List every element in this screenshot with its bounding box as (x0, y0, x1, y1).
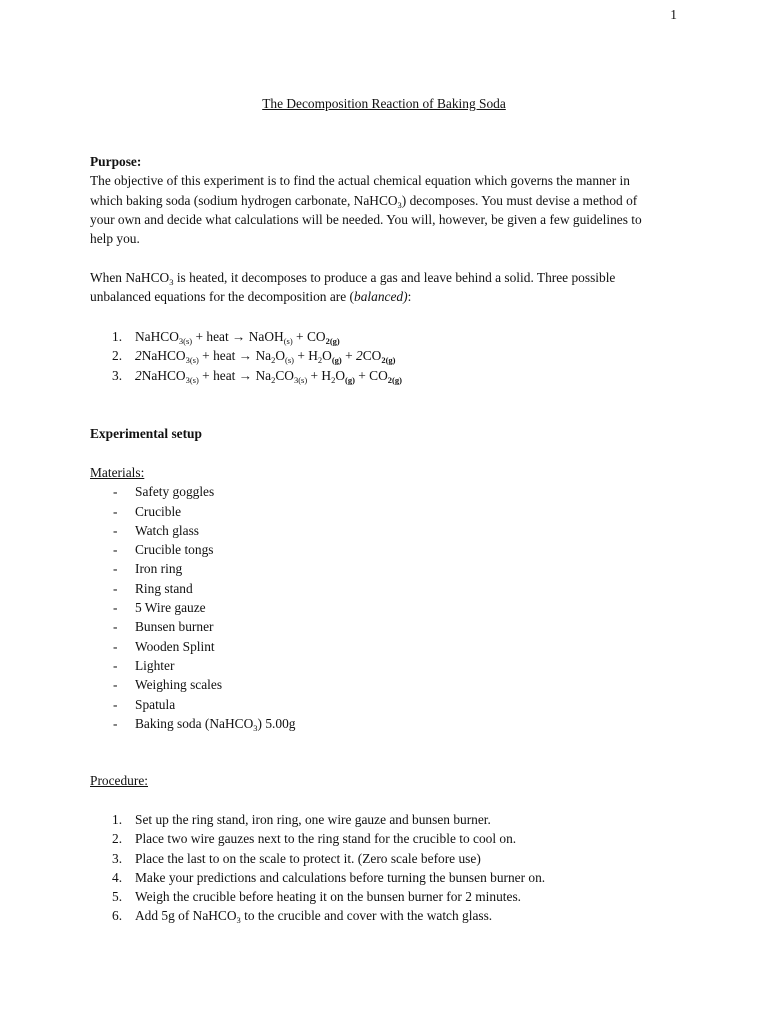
document-title: The Decomposition Reaction of Baking Soda (262, 96, 506, 111)
procedure-heading: Procedure: (90, 773, 149, 788)
procedure-step: 1. Set up the ring stand, iron ring, one wire gauze and bunsen burner. (112, 812, 491, 827)
intro-line-2: unbalanced equations for the decomposition are (balanced): (90, 289, 412, 305)
intro-paragraph (90, 268, 670, 307)
material-item: - Watch glass (113, 522, 199, 538)
purpose-line-2: which baking soda (sodium hydrogen carbonate, NaHCO$_3$) decomposes. You must devise a method of (90, 192, 638, 210)
materials-section (90, 463, 670, 733)
material-item: - Crucible tongs (113, 542, 214, 558)
material-item: - Ring stand (113, 580, 193, 596)
material-item: - Weighing scales (113, 677, 223, 693)
purpose-section (90, 152, 670, 248)
procedure-section (90, 771, 670, 790)
purpose-line-4: help you. (90, 231, 140, 247)
material-item: - Spatula (113, 696, 176, 712)
procedure-step: 3. Place the last to on the scale to protect it. (Zero scale before use) (112, 850, 481, 866)
equation-1: 1. NaHCO$_{3(s)}$ + heat → NaOH$_{(s)}$ + $CO_{2(g)}$ (112, 329, 340, 346)
procedure-step: 2. Place two wire gauzes next to the ring stand for the crucible to cool on. (112, 831, 517, 847)
material-item: - Bunsen burner (113, 619, 214, 635)
material-item-baking-soda: - Baking soda (NaHCO$_3$) 5.00g (113, 715, 296, 733)
material-item: - Safety goggles (113, 484, 215, 500)
procedure-steps (90, 810, 670, 926)
equation-list (90, 327, 670, 385)
purpose-heading: Purpose: (90, 154, 142, 169)
equation-3: 3. 2NaHCO$_{3(s)}$ + heat → $Na_2CO_{3(s)} + H_2O_{(g)} + CO_{2(g)}$ (112, 367, 402, 385)
experimental-setup-section (90, 424, 670, 443)
material-item: - Lighter (113, 657, 175, 673)
material-item: - 5 Wire gauze (113, 600, 206, 616)
procedure-step: 4. Make your predictions and calculations before turning the bunsen burner on. (112, 869, 546, 885)
setup-heading: Experimental setup (90, 426, 202, 441)
purpose-line-3: your own and decide what calculations will be needed. You will, however, be given a few guidelines to (90, 211, 642, 227)
page-number: 1 (670, 7, 677, 22)
material-item: - Crucible (113, 503, 182, 519)
purpose-line-1: The objective of this experiment is to find the actual chemical equation which governs the manner in (90, 173, 630, 189)
materials-heading: Materials: (90, 465, 145, 480)
procedure-step: 5. Weigh the crucible before heating it on the bunsen burner for 2 minutes. (112, 889, 522, 905)
intro-line-1: When NaHCO$_3$ is heated, it decomposes to produce a gas and leave behind a solid. Three possible (90, 270, 616, 287)
equation-2: 2. 2NaHCO$_{3(s)}$ + heat → $Na_2O_{(s)} + H_2O_{(g)} + 2CO_{2(g)}$ (112, 348, 396, 366)
material-item: - Iron ring (113, 561, 183, 577)
procedure-step: 6. Add 5g of NaHCO$_3$ to the crucible and cover with the watch glass. (112, 908, 493, 926)
material-item: - Wooden Splint (113, 638, 215, 654)
